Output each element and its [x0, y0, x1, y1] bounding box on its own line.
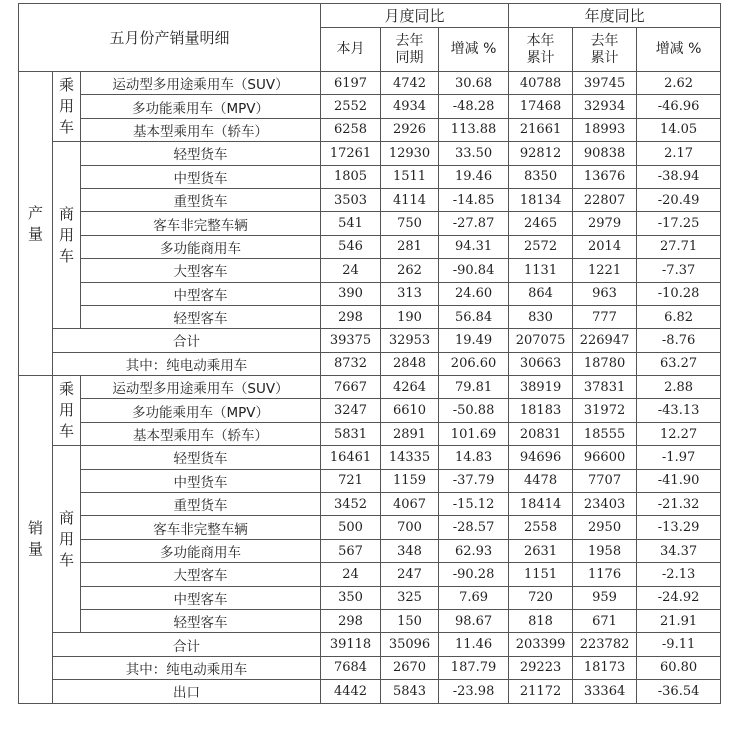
row-name: 其中：纯电动乘用车 — [53, 656, 321, 679]
value-cell: 2.17 — [637, 142, 721, 165]
value-cell: 33364 — [573, 680, 637, 703]
value-cell: 2670 — [381, 656, 439, 679]
value-cell: 6610 — [381, 399, 439, 422]
value-cell: 721 — [321, 469, 381, 492]
value-cell: 5843 — [381, 680, 439, 703]
value-cell: -90.84 — [439, 259, 509, 282]
value-cell: 325 — [381, 586, 439, 609]
value-cell: 30.68 — [439, 72, 509, 95]
value-cell: 348 — [381, 539, 439, 562]
value-cell: 3452 — [321, 493, 381, 516]
value-cell: 2950 — [573, 516, 637, 539]
value-cell: 818 — [509, 609, 573, 632]
table-row — [19, 680, 721, 703]
value-cell: 37831 — [573, 376, 637, 399]
table-row — [19, 352, 721, 375]
value-cell: 206.60 — [439, 352, 509, 375]
value-cell: 94.31 — [439, 235, 509, 258]
table-row — [19, 4, 721, 28]
row-name: 中型客车 — [81, 586, 321, 609]
row-name: 合计 — [53, 633, 321, 656]
value-cell: 13676 — [573, 165, 637, 188]
table-row — [19, 446, 721, 469]
value-cell: 39375 — [321, 329, 381, 352]
table-row — [19, 72, 721, 95]
value-cell: 35096 — [381, 633, 439, 656]
value-cell: 1131 — [509, 259, 573, 282]
row-name: 重型货车 — [81, 188, 321, 211]
value-cell: 8350 — [509, 165, 573, 188]
value-cell: 226947 — [573, 329, 637, 352]
value-cell: 22807 — [573, 188, 637, 211]
value-cell: 830 — [509, 305, 573, 328]
column-header: 增减 % — [439, 28, 509, 72]
value-cell: 31972 — [573, 399, 637, 422]
row-name: 合计 — [53, 329, 321, 352]
value-cell: 190 — [381, 305, 439, 328]
row-name: 多功能商用车 — [81, 235, 321, 258]
value-cell: 19.46 — [439, 165, 509, 188]
value-cell: 17261 — [321, 142, 381, 165]
value-cell: -28.57 — [439, 516, 509, 539]
commercial-label — [53, 446, 81, 633]
value-cell: -7.37 — [637, 259, 721, 282]
value-cell: 1151 — [509, 563, 573, 586]
passenger-label-text: 乘 用 车 — [58, 380, 74, 441]
commercial-label-text: 商 用 车 — [58, 508, 74, 569]
value-cell: 19.49 — [439, 329, 509, 352]
value-cell: 18183 — [509, 399, 573, 422]
value-cell: -15.12 — [439, 493, 509, 516]
table-row — [19, 118, 721, 141]
value-cell: 62.93 — [439, 539, 509, 562]
value-cell: 2552 — [321, 95, 381, 118]
value-cell: -23.98 — [439, 680, 509, 703]
value-cell: 96600 — [573, 446, 637, 469]
value-cell: 18993 — [573, 118, 637, 141]
value-cell: 3503 — [321, 188, 381, 211]
value-cell: 2848 — [381, 352, 439, 375]
value-cell: 40788 — [509, 72, 573, 95]
table-row — [19, 656, 721, 679]
value-cell: 39118 — [321, 633, 381, 656]
value-cell: 4114 — [381, 188, 439, 211]
value-cell: 2631 — [509, 539, 573, 562]
value-cell: 7684 — [321, 656, 381, 679]
value-cell: 63.27 — [637, 352, 721, 375]
value-cell: -37.79 — [439, 469, 509, 492]
row-name: 多功能商用车 — [81, 539, 321, 562]
value-cell: 2465 — [509, 212, 573, 235]
row-name: 客车非完整车辆 — [81, 516, 321, 539]
value-cell: 959 — [573, 586, 637, 609]
section-label — [19, 72, 53, 376]
value-cell: -24.92 — [637, 586, 721, 609]
value-cell: 32934 — [573, 95, 637, 118]
value-cell: 14335 — [381, 446, 439, 469]
value-cell: -10.28 — [637, 282, 721, 305]
value-cell: 5831 — [321, 422, 381, 445]
value-cell: 4067 — [381, 493, 439, 516]
table-row — [19, 282, 721, 305]
table-row — [19, 259, 721, 282]
value-cell: -1.97 — [637, 446, 721, 469]
value-cell: -8.76 — [637, 329, 721, 352]
value-cell: 298 — [321, 609, 381, 632]
value-cell: 29223 — [509, 656, 573, 679]
row-name: 多功能乘用车（MPV） — [81, 95, 321, 118]
value-cell: 30663 — [509, 352, 573, 375]
value-cell: 4742 — [381, 72, 439, 95]
value-cell: 546 — [321, 235, 381, 258]
column-header: 本月 — [321, 28, 381, 72]
value-cell: 8732 — [321, 352, 381, 375]
value-cell: 4264 — [381, 376, 439, 399]
value-cell: 39745 — [573, 72, 637, 95]
row-name: 其中：纯电动乘用车 — [53, 352, 321, 375]
table-row — [19, 329, 721, 352]
table-row — [19, 95, 721, 118]
value-cell: 1221 — [573, 259, 637, 282]
value-cell: -21.32 — [637, 493, 721, 516]
value-cell: -38.94 — [637, 165, 721, 188]
value-cell: 60.80 — [637, 656, 721, 679]
value-cell: 2014 — [573, 235, 637, 258]
value-cell: 18780 — [573, 352, 637, 375]
value-cell: 14.83 — [439, 446, 509, 469]
value-cell: 207075 — [509, 329, 573, 352]
value-cell: 7667 — [321, 376, 381, 399]
row-name: 中型货车 — [81, 165, 321, 188]
value-cell: 56.84 — [439, 305, 509, 328]
value-cell: 6.82 — [637, 305, 721, 328]
value-cell: 12930 — [381, 142, 439, 165]
value-cell: -14.85 — [439, 188, 509, 211]
value-cell: 1511 — [381, 165, 439, 188]
value-cell: -13.29 — [637, 516, 721, 539]
section-label-text: 产 量 — [27, 203, 43, 243]
value-cell: 864 — [509, 282, 573, 305]
row-name: 轻型货车 — [81, 142, 321, 165]
value-cell: 4442 — [321, 680, 381, 703]
value-cell: 187.79 — [439, 656, 509, 679]
table-row — [19, 399, 721, 422]
passenger-label-text: 乘 用 车 — [58, 76, 74, 137]
value-cell: 16461 — [321, 446, 381, 469]
row-name: 大型客车 — [81, 259, 321, 282]
value-cell: -90.28 — [439, 563, 509, 586]
value-cell: 2.88 — [637, 376, 721, 399]
value-cell: 113.88 — [439, 118, 509, 141]
value-cell: -43.13 — [637, 399, 721, 422]
value-cell: -41.90 — [637, 469, 721, 492]
value-cell: 23403 — [573, 493, 637, 516]
row-name: 轻型客车 — [81, 305, 321, 328]
row-name: 大型客车 — [81, 563, 321, 586]
value-cell: 21661 — [509, 118, 573, 141]
value-cell: 313 — [381, 282, 439, 305]
value-cell: 2.62 — [637, 72, 721, 95]
value-cell: 6258 — [321, 118, 381, 141]
row-name: 出口 — [53, 680, 321, 703]
value-cell: 500 — [321, 516, 381, 539]
table-title: 五月份产销量明细 — [19, 4, 321, 72]
value-cell: 223782 — [573, 633, 637, 656]
row-name: 中型客车 — [81, 282, 321, 305]
value-cell: 21.91 — [637, 609, 721, 632]
value-cell: 720 — [509, 586, 573, 609]
table-row — [19, 305, 721, 328]
row-name: 客车非完整车辆 — [81, 212, 321, 235]
row-name: 中型货车 — [81, 469, 321, 492]
table-row — [19, 165, 721, 188]
column-header: 本年 累计 — [509, 28, 573, 72]
row-name: 轻型货车 — [81, 446, 321, 469]
table-row — [19, 142, 721, 165]
table-row — [19, 586, 721, 609]
table-wrapper — [18, 3, 721, 704]
table-row — [19, 188, 721, 211]
table-row — [19, 516, 721, 539]
passenger-label — [53, 72, 81, 142]
value-cell: -17.25 — [637, 212, 721, 235]
value-cell: 298 — [321, 305, 381, 328]
value-cell: 1958 — [573, 539, 637, 562]
value-cell: -46.96 — [637, 95, 721, 118]
value-cell: 33.50 — [439, 142, 509, 165]
value-cell: 4478 — [509, 469, 573, 492]
value-cell: -2.13 — [637, 563, 721, 586]
production-sales-table — [18, 3, 721, 704]
value-cell: -48.28 — [439, 95, 509, 118]
section-label — [19, 376, 53, 703]
column-header: 去年 同期 — [381, 28, 439, 72]
commercial-label-text: 商 用 车 — [58, 204, 74, 265]
value-cell: 541 — [321, 212, 381, 235]
monthly-header: 月度同比 — [321, 4, 509, 28]
table-row — [19, 563, 721, 586]
value-cell: 11.46 — [439, 633, 509, 656]
row-name: 运动型多用途乘用车（SUV） — [81, 72, 321, 95]
value-cell: 2979 — [573, 212, 637, 235]
value-cell: 27.71 — [637, 235, 721, 258]
value-cell: 2891 — [381, 422, 439, 445]
value-cell: -9.11 — [637, 633, 721, 656]
table-row — [19, 633, 721, 656]
value-cell: 247 — [381, 563, 439, 586]
value-cell: 671 — [573, 609, 637, 632]
value-cell: 20831 — [509, 422, 573, 445]
value-cell: 14.05 — [637, 118, 721, 141]
row-name: 基本型乘用车（轿车） — [81, 118, 321, 141]
table-row — [19, 235, 721, 258]
value-cell: 7707 — [573, 469, 637, 492]
row-name: 轻型客车 — [81, 609, 321, 632]
column-header: 增减 % — [637, 28, 721, 72]
passenger-label — [53, 376, 81, 446]
value-cell: -50.88 — [439, 399, 509, 422]
value-cell: 2572 — [509, 235, 573, 258]
value-cell: 963 — [573, 282, 637, 305]
value-cell: 24 — [321, 563, 381, 586]
value-cell: 79.81 — [439, 376, 509, 399]
row-name: 运动型多用途乘用车（SUV） — [81, 376, 321, 399]
commercial-label — [53, 142, 81, 329]
value-cell: 92812 — [509, 142, 573, 165]
row-name: 多功能乘用车（MPV） — [81, 399, 321, 422]
value-cell: 32953 — [381, 329, 439, 352]
value-cell: 281 — [381, 235, 439, 258]
value-cell: -36.54 — [637, 680, 721, 703]
value-cell: 6197 — [321, 72, 381, 95]
value-cell: 203399 — [509, 633, 573, 656]
value-cell: 12.27 — [637, 422, 721, 445]
value-cell: 750 — [381, 212, 439, 235]
column-header: 去年 累计 — [573, 28, 637, 72]
value-cell: 3247 — [321, 399, 381, 422]
value-cell: 2558 — [509, 516, 573, 539]
value-cell: 24.60 — [439, 282, 509, 305]
value-cell: 150 — [381, 609, 439, 632]
value-cell: 1159 — [381, 469, 439, 492]
value-cell: 94696 — [509, 446, 573, 469]
value-cell: 21172 — [509, 680, 573, 703]
value-cell: 98.67 — [439, 609, 509, 632]
value-cell: -20.49 — [637, 188, 721, 211]
value-cell: 777 — [573, 305, 637, 328]
value-cell: 567 — [321, 539, 381, 562]
yearly-header: 年度同比 — [509, 4, 721, 28]
row-name: 基本型乘用车（轿车） — [81, 422, 321, 445]
value-cell: 18173 — [573, 656, 637, 679]
value-cell: 1805 — [321, 165, 381, 188]
value-cell: 18414 — [509, 493, 573, 516]
value-cell: 90838 — [573, 142, 637, 165]
value-cell: 1176 — [573, 563, 637, 586]
value-cell: -27.87 — [439, 212, 509, 235]
value-cell: 38919 — [509, 376, 573, 399]
value-cell: 262 — [381, 259, 439, 282]
table-row — [19, 493, 721, 516]
value-cell: 24 — [321, 259, 381, 282]
value-cell: 390 — [321, 282, 381, 305]
value-cell: 34.37 — [637, 539, 721, 562]
value-cell: 2926 — [381, 118, 439, 141]
table-row — [19, 469, 721, 492]
value-cell: 350 — [321, 586, 381, 609]
table-row — [19, 609, 721, 632]
table-row — [19, 422, 721, 445]
value-cell: 700 — [381, 516, 439, 539]
table-row — [19, 376, 721, 399]
value-cell: 4934 — [381, 95, 439, 118]
row-name: 重型货车 — [81, 493, 321, 516]
section-label-text: 销 量 — [27, 519, 43, 559]
value-cell: 17468 — [509, 95, 573, 118]
value-cell: 7.69 — [439, 586, 509, 609]
value-cell: 18555 — [573, 422, 637, 445]
table-row — [19, 539, 721, 562]
value-cell: 101.69 — [439, 422, 509, 445]
value-cell: 18134 — [509, 188, 573, 211]
table-row — [19, 212, 721, 235]
